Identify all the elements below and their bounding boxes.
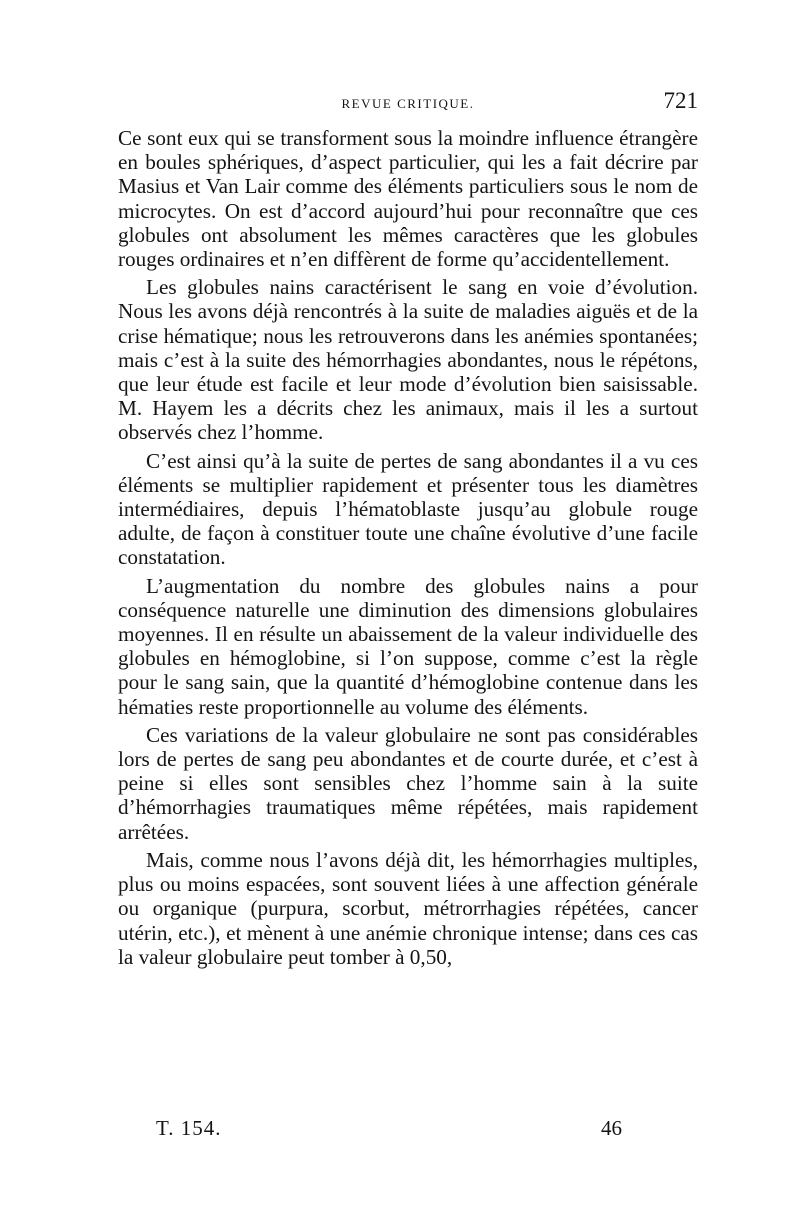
page-header — [118, 88, 698, 126]
paragraph: Les globules nains caractérisent le sang en voie d’évolution. Nous les avons déjà rencontrés à la suite de maladies aiguës et de la crise hématique; nous les retrouverons dans les anémies spontanées; mais c’est à la suite des hémorrhagies abondantes, nous le répétons, que leur étude est facile et leur mode d’évolution bien saisissable. M. Hayem les a décrits chez les animaux, mais il les a surtout observés chez l’homme. — [118, 275, 698, 445]
document-page — [118, 88, 698, 1168]
sheet-number: 46 — [601, 1116, 622, 1140]
paragraph: L’augmentation du nombre des globules nains a pour conséquence naturelle une diminution des dimensions globulaires moyennes. Il en résulte un abaissement de la valeur individuelle des globules en hémoglobine, si l’on suppose, comme c’est la règle pour le sang sain, que la quantité d’hémoglobine contenue dans les hématies reste proportionnelle au volume des éléments. — [118, 573, 698, 719]
paragraph: C’est ainsi qu’à la suite de pertes de sang abondantes il a vu ces éléments se multiplier rapidement et présenter tous les diamètres intermédiaires, depuis l’hématoblaste jusqu’au globule rouge adulte, de façon à constituer toute une chaîne évolutive d’une facile constatation. — [118, 448, 698, 570]
body-text — [118, 126, 698, 969]
signature-mark: T. 154. — [156, 1116, 222, 1140]
paragraph: Ce sont eux qui se transforment sous la moindre influence étrangère en boules sphériques, d’aspect particulier, qui les a fait décrire par Masius et Van Lair comme des éléments particuliers sous le nom de microcytes. On est d’accord aujourd’hui pour reconnaître que ces globules ont absolument les mêmes caractères que les globules rouges ordinaires et n’en diffèrent de forme qu’accidentellement. — [118, 126, 698, 272]
page-footer — [156, 1116, 622, 1146]
running-title: REVUE CRITIQUE. — [341, 96, 475, 111]
page-number: 721 — [663, 88, 698, 113]
paragraph: Mais, comme nous l’avons déjà dit, les hémorrhagies multiples, plus ou moins espacées, sont souvent liées à une affection générale ou organique (purpura, scorbut, métrorrhagies répétées, cancer utérin, etc.), et mènent à une anémie chronique intense; dans ces cas la valeur globulaire peut tomber à 0,50, — [118, 847, 698, 969]
paragraph: Ces variations de la valeur globulaire ne sont pas considérables lors de pertes de sang peu abondantes et de courte durée, et c’est à peine si elles sont sensibles chez l’homme sain à la suite d’hémorrhagies traumatiques même répétées, mais rapidement arrêtées. — [118, 722, 698, 844]
